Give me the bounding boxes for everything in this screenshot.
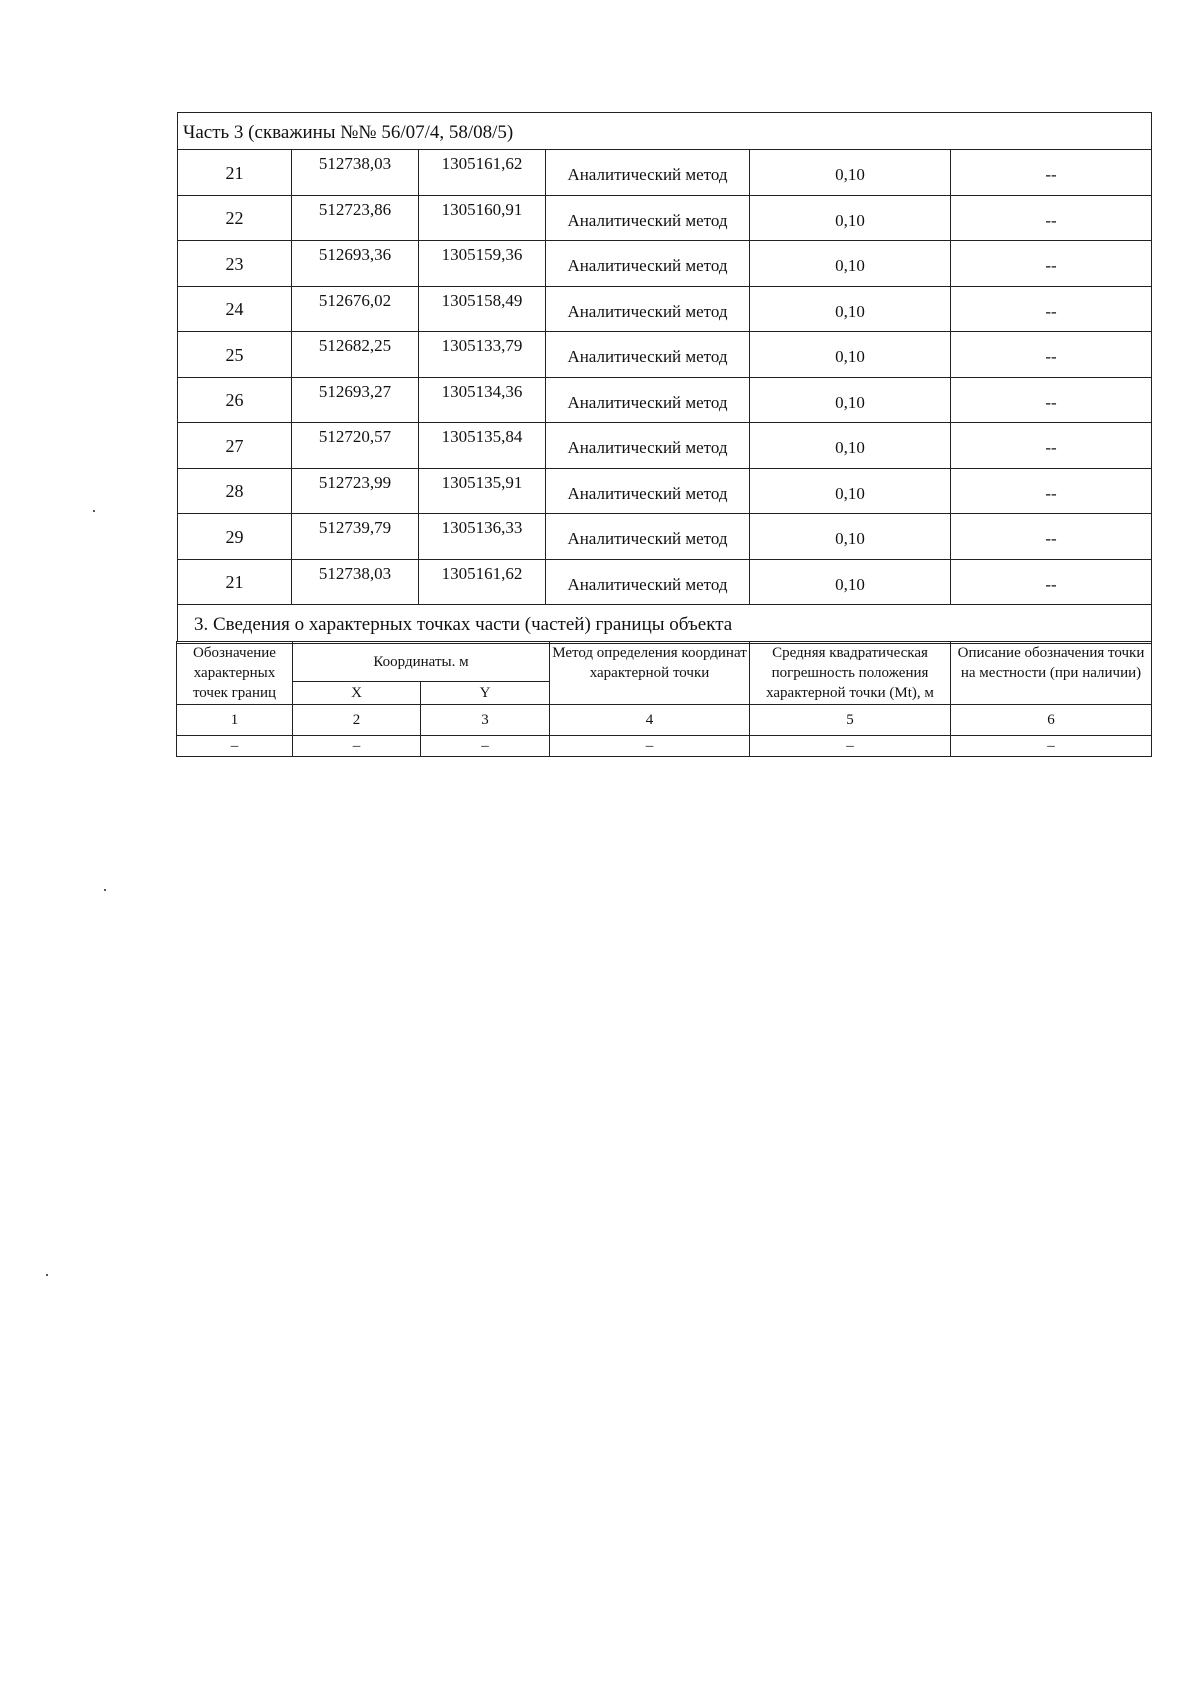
point-number: 21 <box>178 559 292 605</box>
accuracy: 0,10 <box>750 423 951 469</box>
method: Аналитический метод <box>546 514 750 560</box>
method: Аналитический метод <box>546 377 750 423</box>
coordinates-table <box>177 112 1152 644</box>
description: -- <box>951 514 1152 560</box>
description: -- <box>951 559 1152 605</box>
accuracy: 0,10 <box>750 150 951 196</box>
point-number: 27 <box>178 423 292 469</box>
scan-speck <box>93 510 95 512</box>
empty-cell: – <box>951 736 1152 757</box>
coord-x: 512738,03 <box>292 559 419 605</box>
coord-y: 1305134,36 <box>419 377 546 423</box>
column-number: 1 <box>177 705 293 736</box>
accuracy: 0,10 <box>750 377 951 423</box>
accuracy: 0,10 <box>750 559 951 605</box>
description: -- <box>951 468 1152 514</box>
point-number: 28 <box>178 468 292 514</box>
table-row <box>178 423 1152 469</box>
table-row <box>178 150 1152 196</box>
accuracy: 0,10 <box>750 514 951 560</box>
header-method: Метод определения координат характерной точки <box>550 642 750 705</box>
empty-cell: – <box>293 736 421 757</box>
header-y: Y <box>421 682 550 705</box>
coord-y: 1305133,79 <box>419 332 546 378</box>
column-number: 5 <box>750 705 951 736</box>
coord-y: 1305161,62 <box>419 559 546 605</box>
table-row <box>178 514 1152 560</box>
method: Аналитический метод <box>546 559 750 605</box>
table-row <box>178 241 1152 287</box>
header-description: Описание обозначения точки на местности (при наличии) <box>951 642 1152 705</box>
column-number: 6 <box>951 705 1152 736</box>
scan-speck <box>46 1274 48 1276</box>
empty-cell: – <box>550 736 750 757</box>
header-x: X <box>293 682 421 705</box>
header-accuracy: Средняя квадратическая погрешность положения характерной точки (Mt), м <box>750 642 951 705</box>
description: -- <box>951 195 1152 241</box>
method: Аналитический метод <box>546 150 750 196</box>
section-3-table <box>176 641 1152 757</box>
description: -- <box>951 286 1152 332</box>
method: Аналитический метод <box>546 241 750 287</box>
coord-x: 512723,86 <box>292 195 419 241</box>
coord-y: 1305158,49 <box>419 286 546 332</box>
empty-cell: – <box>421 736 550 757</box>
table-row <box>178 377 1152 423</box>
scan-speck <box>104 889 106 891</box>
coord-y: 1305135,84 <box>419 423 546 469</box>
coord-x: 512738,03 <box>292 150 419 196</box>
point-number: 23 <box>178 241 292 287</box>
coord-x: 512693,27 <box>292 377 419 423</box>
method: Аналитический метод <box>546 332 750 378</box>
column-number: 2 <box>293 705 421 736</box>
point-number: 21 <box>178 150 292 196</box>
method: Аналитический метод <box>546 468 750 514</box>
table-row <box>178 559 1152 605</box>
part-header: Часть 3 (скважины №№ 56/07/4, 58/08/5) <box>178 113 1152 150</box>
accuracy: 0,10 <box>750 286 951 332</box>
point-number: 25 <box>178 332 292 378</box>
accuracy: 0,10 <box>750 468 951 514</box>
coord-x: 512693,36 <box>292 241 419 287</box>
coord-x: 512739,79 <box>292 514 419 560</box>
header-coordinates: Координаты. м <box>293 642 550 682</box>
table-row <box>178 195 1152 241</box>
accuracy: 0,10 <box>750 195 951 241</box>
point-number: 29 <box>178 514 292 560</box>
point-number: 22 <box>178 195 292 241</box>
accuracy: 0,10 <box>750 241 951 287</box>
column-number: 4 <box>550 705 750 736</box>
coord-x: 512682,25 <box>292 332 419 378</box>
table-row <box>178 468 1152 514</box>
method: Аналитический метод <box>546 286 750 332</box>
column-number: 3 <box>421 705 550 736</box>
accuracy: 0,10 <box>750 332 951 378</box>
coord-y: 1305160,91 <box>419 195 546 241</box>
description: -- <box>951 377 1152 423</box>
table-row <box>178 286 1152 332</box>
coord-y: 1305136,33 <box>419 514 546 560</box>
coord-x: 512720,57 <box>292 423 419 469</box>
coord-x: 512676,02 <box>292 286 419 332</box>
coord-y: 1305135,91 <box>419 468 546 514</box>
empty-cell: – <box>177 736 293 757</box>
header-designation: Обозначение характерных точек границ <box>177 642 293 705</box>
method: Аналитический метод <box>546 423 750 469</box>
coord-x: 512723,99 <box>292 468 419 514</box>
table-row <box>178 332 1152 378</box>
method: Аналитический метод <box>546 195 750 241</box>
description: -- <box>951 241 1152 287</box>
description: -- <box>951 150 1152 196</box>
description: -- <box>951 423 1152 469</box>
point-number: 26 <box>178 377 292 423</box>
section-3-title: 3. Сведения о характерных точках части (частей) границы объекта <box>178 605 1152 643</box>
coord-y: 1305161,62 <box>419 150 546 196</box>
point-number: 24 <box>178 286 292 332</box>
description: -- <box>951 332 1152 378</box>
empty-cell: – <box>750 736 951 757</box>
coord-y: 1305159,36 <box>419 241 546 287</box>
